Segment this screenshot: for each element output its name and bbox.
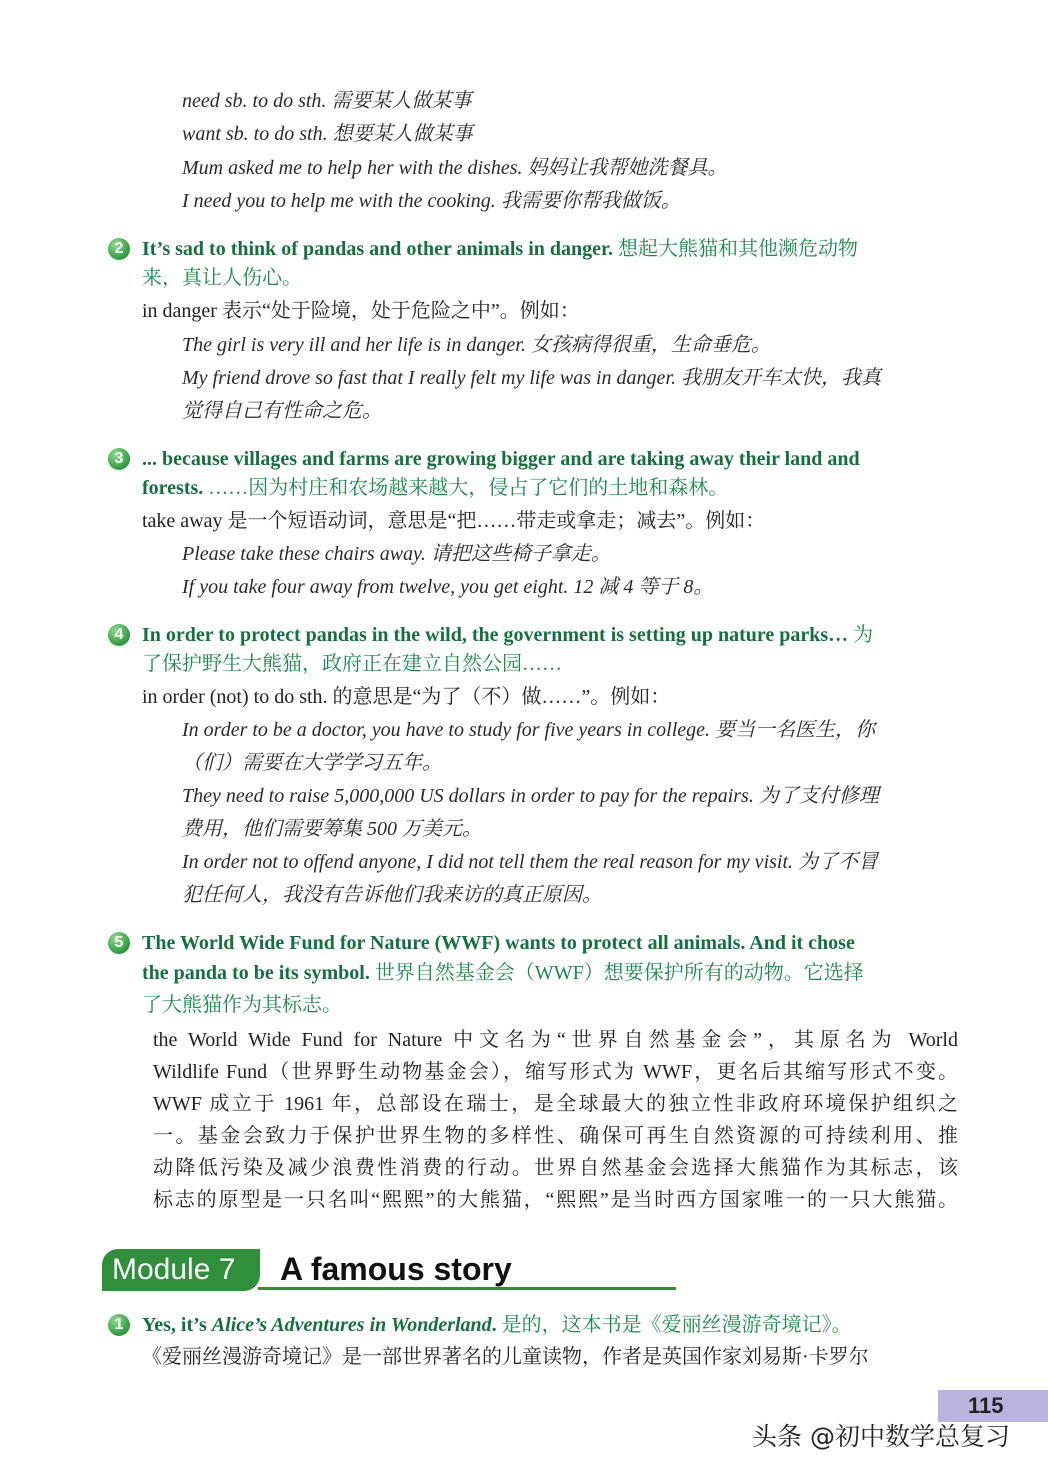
item-title-en: the panda to be its symbol. (142, 962, 370, 984)
paragraph-line: 标志的原型是一只名叫“熙熙”的大熊猫，“熙熙”是当时西方国家唯一的一只大熊猫。 (153, 1189, 958, 1211)
item-title-en: ... because villages and farms are growing bigger and are taking away their land and (142, 448, 860, 470)
example-line: The girl is very ill and her life is in danger. 女孩病得很重，生命垂危。 (182, 334, 771, 356)
item-title-zh: 为 (853, 624, 874, 646)
item-explanation: 《爱丽丝漫游奇境记》是一部世界著名的儿童读物，作者是英国作家刘易斯·卡罗尔 (142, 1346, 869, 1368)
item-explanation: in danger 表示“处于险境，处于危险之中”。例如： (142, 300, 580, 322)
example-line: If you take four away from twelve, you get eight. 12 减 4 等于 8。 (182, 576, 714, 598)
item-title-punct: . (491, 1314, 497, 1336)
example-line: My friend drove so fast that I really felt my life was in danger. 我朋友开车太快，我真 (182, 367, 882, 389)
item-title-en: In order to protect pandas in the wild, the government is setting up nature parks… (142, 624, 849, 646)
book-title: Alice’s Adventures in Wonderland (211, 1314, 492, 1336)
item-title-zh: 了保护野生大熊猫，政府正在建立自然公园…… (142, 653, 562, 675)
item-title-zh: 是的，这本书是《爱丽丝漫游奇境记》。 (501, 1314, 852, 1336)
example-line: 费用，他们需要筹集 500 万美元。 (182, 818, 482, 840)
item-number-badge: 1 (108, 1314, 130, 1336)
item-title (142, 1310, 852, 1340)
item-number-badge: 3 (108, 448, 130, 470)
example-line: In order not to offend anyone, I did not tell them the real reason for my visit. 为了不冒 (182, 851, 879, 873)
item-title-en: forests. (142, 477, 204, 499)
item-title-zh: ……因为村庄和农场越来越大，侵占了它们的土地和森林。 (208, 477, 729, 499)
item-title-en: Yes, it’s (142, 1314, 207, 1336)
paragraph-line: Wildlife Fund（世界野生动物基金会），缩写形式为 WWF，更名后其缩写形式不变。 (153, 1061, 958, 1083)
item-title (142, 234, 958, 264)
module-title: A famous story (280, 1251, 512, 1287)
item-title-zh: 了大熊猫作为其标志。 (142, 994, 342, 1016)
example-line: 觉得自己有性命之危。 (182, 400, 382, 422)
paragraph-line: 动降低污染及减少浪费性消费的行动。世界自然基金会选择大熊猫作为其标志，该 (153, 1157, 958, 1179)
paragraph-line: the World Wide Fund for Nature 中文名为“世界自然基金会”，其原名为 World (153, 1029, 958, 1051)
example-line: （们）需要在大学学习五年。 (182, 752, 442, 774)
item-title (142, 620, 873, 650)
item-title-en: The World Wide Fund for Nature (WWF) wants to protect all animals. And it chose (142, 932, 855, 954)
module-label: Module 7 (112, 1253, 236, 1286)
item-title-zh: 世界自然基金会（WWF）想要保护所有的动物。它选择 (374, 962, 864, 984)
item-title (142, 958, 864, 988)
item-title (142, 473, 728, 503)
example-line: They need to raise 5,000,000 US dollars in order to pay for the repairs. 为了支付修理 (182, 785, 879, 807)
item-title-zh: 来，真让人伤心。 (142, 267, 302, 289)
item-explanation: in order (not) to do sth. 的意思是“为了（不）做……”。例如： (142, 686, 671, 708)
example-line: want sb. to do sth. 想要某人做某事 (182, 123, 473, 145)
example-line: Please take these chairs away. 请把这些椅子拿走。 (182, 543, 611, 565)
example-line: In order to be a doctor, you have to study for five years in college. 要当一名医生，你 (182, 719, 876, 741)
page-number: 115 (968, 1393, 1004, 1418)
item-title-zh: 想起大熊猫和其他濒危动物 (618, 238, 859, 260)
item-explanation: take away 是一个短语动词，意思是“把……带走或拿走；减去”。例如： (142, 510, 766, 532)
item-title-en: It’s sad to think of pandas and other animals in danger. (142, 238, 614, 260)
example-line: need sb. to do sth. 需要某人做某事 (182, 90, 472, 112)
example-line: 犯任何人，我没有告诉他们我来访的真正原因。 (182, 884, 602, 906)
watermark: 头条 @初中数学总复习 (752, 1422, 1010, 1451)
module-underline (258, 1287, 676, 1290)
item-number-badge: 4 (108, 624, 130, 646)
item-number-badge: 2 (108, 238, 130, 260)
paragraph-line: 一。基金会致力于保护世界生物的多样性、确保可再生自然资源的可持续利用、推 (153, 1125, 958, 1147)
example-line: Mum asked me to help her with the dishes. 妈妈让我帮她洗餐具。 (182, 157, 728, 179)
paragraph-line: WWF 成立于 1961 年，总部设在瑞士，是全球最大的独立性非政府环境保护组织之 (153, 1093, 958, 1115)
item-number-badge: 5 (108, 932, 130, 954)
example-line: I need you to help me with the cooking. 我需要你帮我做饭。 (182, 190, 681, 212)
